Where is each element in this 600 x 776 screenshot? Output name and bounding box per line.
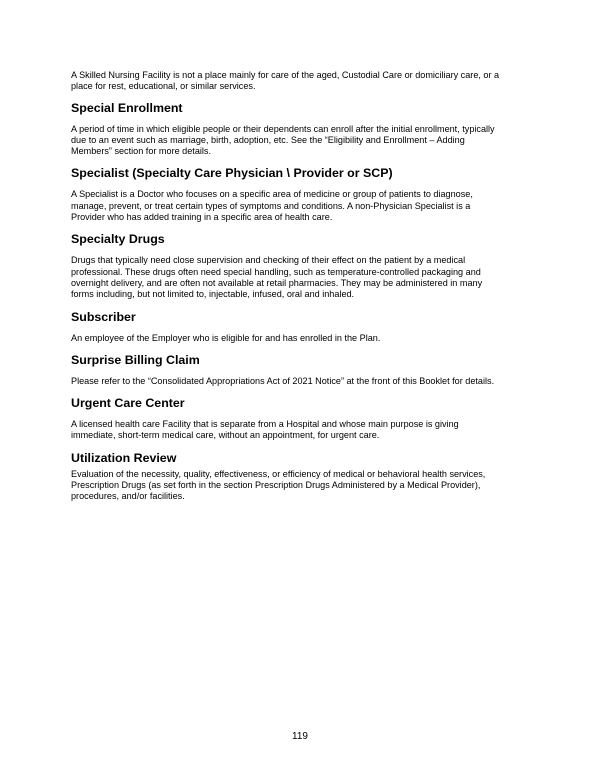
section-body: A Specialist is a Doctor who focuses on a specific area of medicine or group of patients to diagnose, manage, prevent, or treat certain types of symptoms and conditions. A non-Physician Specialist is a Provider who has added training in a specific area of health care. [71,189,473,223]
section-body: A period of time in which eligible people or their dependents can enroll after the initial enrollment, typically due to an event such as marriage, birth, adoption, etc. See the “Eligibility and Enrollment – Adding Members” section for more details. [71,123,495,157]
section-heading: Urgent Care Center [71,396,185,411]
section-surprise-billing-claim [71,353,533,387]
section-urgent-care-center [71,396,533,442]
section-specialist [71,166,533,223]
section-specialty-drugs [71,232,533,300]
section-special-enrollment [71,101,533,158]
section-heading: Surprise Billing Claim [71,352,200,367]
page-number: 119 [292,731,308,742]
section-body: A licensed health care Facility that is separate from a Hospital and whose main purpose is giving immediate, short-term medical care, without an appointment, for urgent care. [71,419,459,441]
section-subscriber [71,310,533,344]
section-body: Drugs that typically need close supervision and checking of their effect on the patient by a medical professional. These drugs often need special handling, such as temperature-controlled packaging and overnight delivery, and are often not available at retail pharmacies. They may be administered in many forms including, but not limited to, injectable, infused, oral and inhaled. [71,255,483,300]
section-heading: Utilization Review [71,450,177,465]
section-body: An employee of the Employer who is eligible for and has enrolled in the Plan. [71,332,381,343]
section-body: Evaluation of the necessity, quality, effectiveness, or efficiency of medical or behavioral health services, Prescription Drugs (as set forth in the section Prescription Drugs Administered by a Medical Provider), procedures, and/or facilities. [71,468,486,502]
section-heading: Specialist (Specialty Care Physician \ Provider or SCP) [71,166,393,181]
section-body: Please refer to the “Consolidated Appropriations Act of 2021 Notice” at the front of this Booklet for details. [71,375,495,386]
document-page [71,70,533,512]
section-heading: Specialty Drugs [71,232,165,247]
section-utilization-review [71,451,533,503]
section-heading: Special Enrollment [71,100,183,115]
intro-paragraph: A Skilled Nursing Facility is not a place mainly for care of the aged, Custodial Care or domiciliary care, or a place for rest, educational, or similar services. [71,70,500,92]
section-heading: Subscriber [71,309,136,324]
